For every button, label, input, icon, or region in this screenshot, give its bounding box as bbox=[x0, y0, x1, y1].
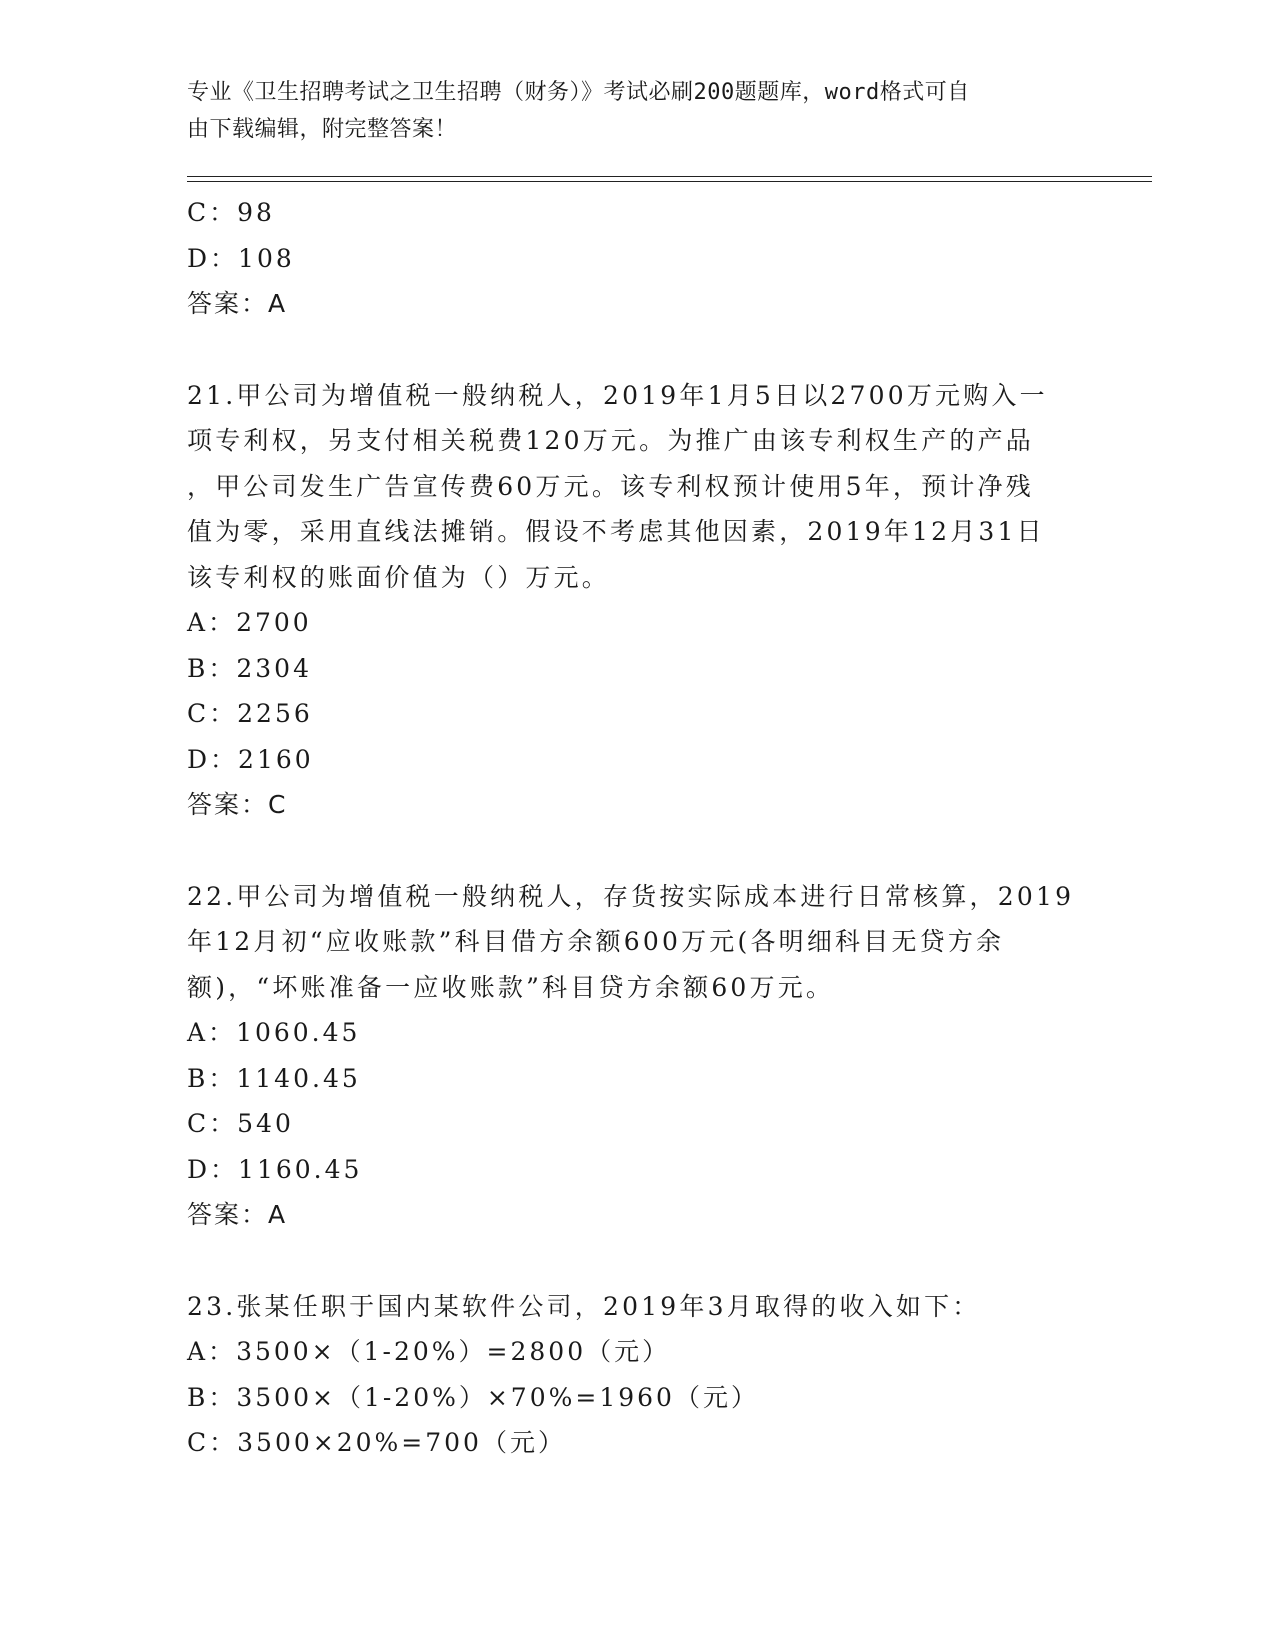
question-line: 23.张某任职于国内某软件公司，2019年3月取得的收入如下： bbox=[187, 1291, 981, 1321]
header-line-1: 专业《卫生招聘考试之卫生招聘（财务）》考试必刷200题题库，word格式可自 bbox=[187, 80, 970, 105]
option-label: A： bbox=[187, 1337, 237, 1366]
question-line: 值为零，采用直线法摊销。假设不考虑其他因素，2019年12月31日 bbox=[187, 517, 1045, 546]
question-text bbox=[187, 373, 1087, 601]
option-d bbox=[187, 236, 1087, 282]
option-text: 98 bbox=[237, 198, 275, 227]
option-label: A： bbox=[187, 608, 237, 637]
document-header bbox=[187, 74, 1067, 148]
option-text: 1060.45 bbox=[236, 1018, 361, 1047]
option-text: 2700 bbox=[236, 608, 312, 637]
option-text: 3500×（1-20%）=2800（元） bbox=[236, 1337, 671, 1366]
question-line: 22.甲公司为增值税一般纳税人，存货按实际成本进行日常核算，2019 bbox=[187, 881, 1075, 911]
option-text: 540 bbox=[237, 1109, 294, 1138]
option-d bbox=[187, 737, 1087, 783]
option-text: 2160 bbox=[238, 744, 314, 774]
spacer bbox=[187, 327, 1087, 373]
option-text: 2256 bbox=[237, 699, 313, 728]
option-label: C： bbox=[187, 699, 238, 728]
option-label: A： bbox=[187, 1018, 237, 1047]
spacer bbox=[187, 1238, 1087, 1284]
option-c bbox=[187, 1420, 1087, 1466]
option-b bbox=[187, 1056, 1087, 1102]
question-22 bbox=[187, 874, 1087, 1238]
option-label: D： bbox=[187, 243, 239, 273]
option-c bbox=[187, 691, 1087, 737]
option-label: D： bbox=[187, 1154, 239, 1184]
option-a bbox=[187, 600, 1087, 646]
option-label: B： bbox=[187, 1063, 237, 1093]
option-label: C： bbox=[187, 1109, 238, 1138]
option-c bbox=[187, 190, 1087, 236]
answer-line: 答案：A bbox=[187, 1200, 288, 1229]
option-b bbox=[187, 1375, 1087, 1421]
option-label: D： bbox=[187, 744, 239, 774]
answer-line: 答案：C bbox=[187, 790, 288, 819]
header-divider-bottom bbox=[187, 181, 1152, 182]
header-divider-top bbox=[187, 176, 1152, 177]
option-text: 3500×20%=700（元） bbox=[237, 1428, 566, 1457]
question-text bbox=[187, 1284, 1087, 1330]
question-line: 年12月初“应收账款”科目借方余额600万元(各明细科目无贷方余 bbox=[187, 927, 1005, 956]
option-a bbox=[187, 1329, 1087, 1375]
spacer bbox=[187, 828, 1087, 874]
answer-line: 答案：A bbox=[187, 289, 288, 318]
question-line: 额)，“坏账准备一应收账款”科目贷方余额60万元。 bbox=[187, 972, 835, 1002]
question-23 bbox=[187, 1284, 1087, 1466]
header-line-2: 由下载编辑，附完整答案！ bbox=[187, 117, 458, 142]
option-label: B： bbox=[187, 1382, 237, 1412]
question-text bbox=[187, 874, 1087, 1011]
option-label: C： bbox=[187, 198, 238, 227]
question-21 bbox=[187, 373, 1087, 828]
question-line: ，甲公司发生广告宣传费60万元。该专利权预计使用5年，预计净残 bbox=[187, 471, 1034, 501]
option-text: 108 bbox=[238, 243, 295, 273]
document-body bbox=[187, 190, 1087, 1466]
option-text: 1160.45 bbox=[238, 1154, 363, 1184]
question-line: 项专利权，另支付相关税费120万元。为推广由该专利权生产的产品 bbox=[187, 426, 1034, 455]
question-20-tail bbox=[187, 190, 1087, 327]
option-text: 2304 bbox=[236, 653, 312, 683]
option-a bbox=[187, 1010, 1087, 1056]
option-label: C： bbox=[187, 1428, 238, 1457]
question-line: 21.甲公司为增值税一般纳税人，2019年1月5日以2700万元购入一 bbox=[187, 380, 1048, 410]
option-label: B： bbox=[187, 653, 237, 683]
option-b bbox=[187, 646, 1087, 692]
option-c bbox=[187, 1101, 1087, 1147]
option-text: 3500×（1-20%）×70%=1960（元） bbox=[236, 1382, 759, 1412]
question-line: 该专利权的账面价值为（）万元。 bbox=[187, 562, 611, 592]
option-d bbox=[187, 1147, 1087, 1193]
option-text: 1140.45 bbox=[236, 1063, 361, 1093]
